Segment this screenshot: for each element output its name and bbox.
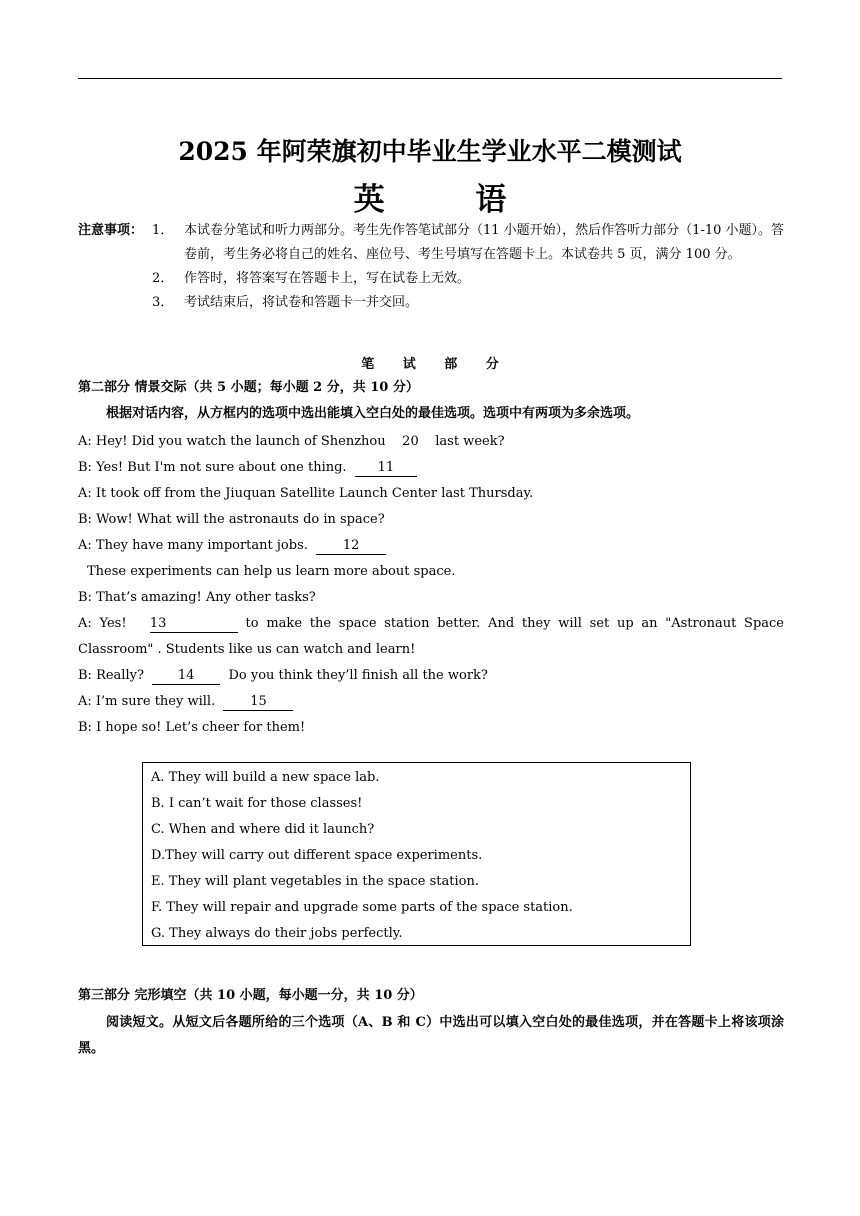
line-text: B: Really? bbox=[78, 668, 144, 683]
exam-title: 2025 年阿荣旗初中毕业生学业水平二模测试 bbox=[178, 137, 682, 166]
option-item: F. They will repair and upgrade some parts of the space station. bbox=[151, 900, 573, 915]
dialogue bbox=[78, 429, 784, 741]
line-text: A: Yes! bbox=[78, 616, 127, 631]
blank-14: 14 bbox=[152, 668, 220, 685]
blank-13: 13 bbox=[150, 616, 238, 633]
dialogue-line bbox=[78, 689, 784, 715]
option-item: G. They always do their jobs perfectly. bbox=[151, 926, 403, 941]
line-text: A: They have many important jobs. bbox=[78, 538, 308, 553]
dialogue-line bbox=[78, 663, 784, 689]
blank-15: 15 bbox=[223, 694, 293, 711]
dialogue-line bbox=[78, 533, 784, 559]
dialogue-line: B: I hope so! Let’s cheer for them! bbox=[78, 720, 306, 735]
line-text: Do you think they’ll finish all the work? bbox=[228, 668, 488, 683]
note-item-3 bbox=[78, 291, 784, 315]
option-item: D.They will carry out different space experiments. bbox=[151, 848, 483, 863]
line-text: to make the space station better. And they will set up an "Astronaut Space bbox=[237, 616, 784, 631]
notes-label: 注意事项： bbox=[78, 223, 144, 238]
line-text: 20 bbox=[402, 434, 419, 449]
header-rule bbox=[78, 78, 782, 79]
subject-title: 英 语 bbox=[353, 182, 547, 218]
written-section-heading: 笔 试 部 分 bbox=[361, 357, 511, 372]
dialogue-line: A: It took off from the Jiuquan Satellite Launch Center last Thursday. bbox=[78, 486, 534, 501]
note-item-1 bbox=[78, 219, 784, 267]
note-number: 3． bbox=[152, 295, 174, 310]
option-item: E. They will plant vegetables in the space station. bbox=[151, 874, 479, 889]
note-text: 作答时，将答案写在答题卡上，写在试卷上无效。 bbox=[184, 271, 471, 286]
option-item: C. When and where did it launch? bbox=[151, 822, 375, 837]
dialogue-line: B: Wow! What will the astronauts do in space? bbox=[78, 512, 385, 527]
line-text: A: I’m sure they will. bbox=[78, 694, 216, 709]
blank-11: 11 bbox=[355, 460, 417, 477]
dialogue-line: These experiments can help us learn more about space. bbox=[87, 564, 456, 579]
note-number: 2． bbox=[152, 271, 174, 286]
options-box bbox=[142, 762, 691, 946]
part3-title: 第三部分 完形填空（共 10 小题，每小题一分，共 10 分） bbox=[78, 988, 423, 1003]
dialogue-line bbox=[78, 455, 784, 481]
part2-instruction: 根据对话内容，从方框内的选项中选出能填入空白处的最佳选项。选项中有两项为多余选项。 bbox=[106, 406, 640, 421]
exam-notes bbox=[78, 219, 784, 315]
line-text: last week? bbox=[435, 434, 505, 449]
note-text: 考试结束后，将试卷和答题卡一并交回。 bbox=[184, 295, 419, 310]
line-text: B: Yes! But I'm not sure about one thing. bbox=[78, 460, 347, 475]
note-text: 本试卷分笔试和听力两部分。考生先作答笔试部分（11 小题开始），然后作答听力部分（1-10 小题）。答卷前，考生务必将自己的姓名、座位号、考生号填写在答题卡上。本试卷共 5 页，满分 100 分。 bbox=[184, 223, 785, 262]
note-item-2 bbox=[78, 267, 784, 291]
note-number: 1． bbox=[152, 223, 174, 238]
part3-instruction: 阅读短文。从短文后各题所给的三个选项（A、B 和 C）中选出可以填入空白处的最佳选项，并在答题卡上将该项涂黑。 bbox=[78, 1015, 784, 1056]
option-item: A. They will build a new space lab. bbox=[151, 770, 380, 785]
line-text: A: Hey! Did you watch the launch of Shenzhou bbox=[78, 434, 386, 449]
dialogue-line: Classroom" . Students like us can watch and learn! bbox=[78, 642, 416, 657]
blank-12: 12 bbox=[316, 538, 386, 555]
dialogue-line: B: That’s amazing! Any other tasks? bbox=[78, 590, 316, 605]
dialogue-line bbox=[78, 611, 784, 637]
option-item: B. I can’t wait for those classes! bbox=[151, 796, 363, 811]
dialogue-line bbox=[78, 429, 784, 455]
part2-title: 第二部分 情景交际（共 5 小题；每小题 2 分，共 10 分） bbox=[78, 380, 419, 395]
